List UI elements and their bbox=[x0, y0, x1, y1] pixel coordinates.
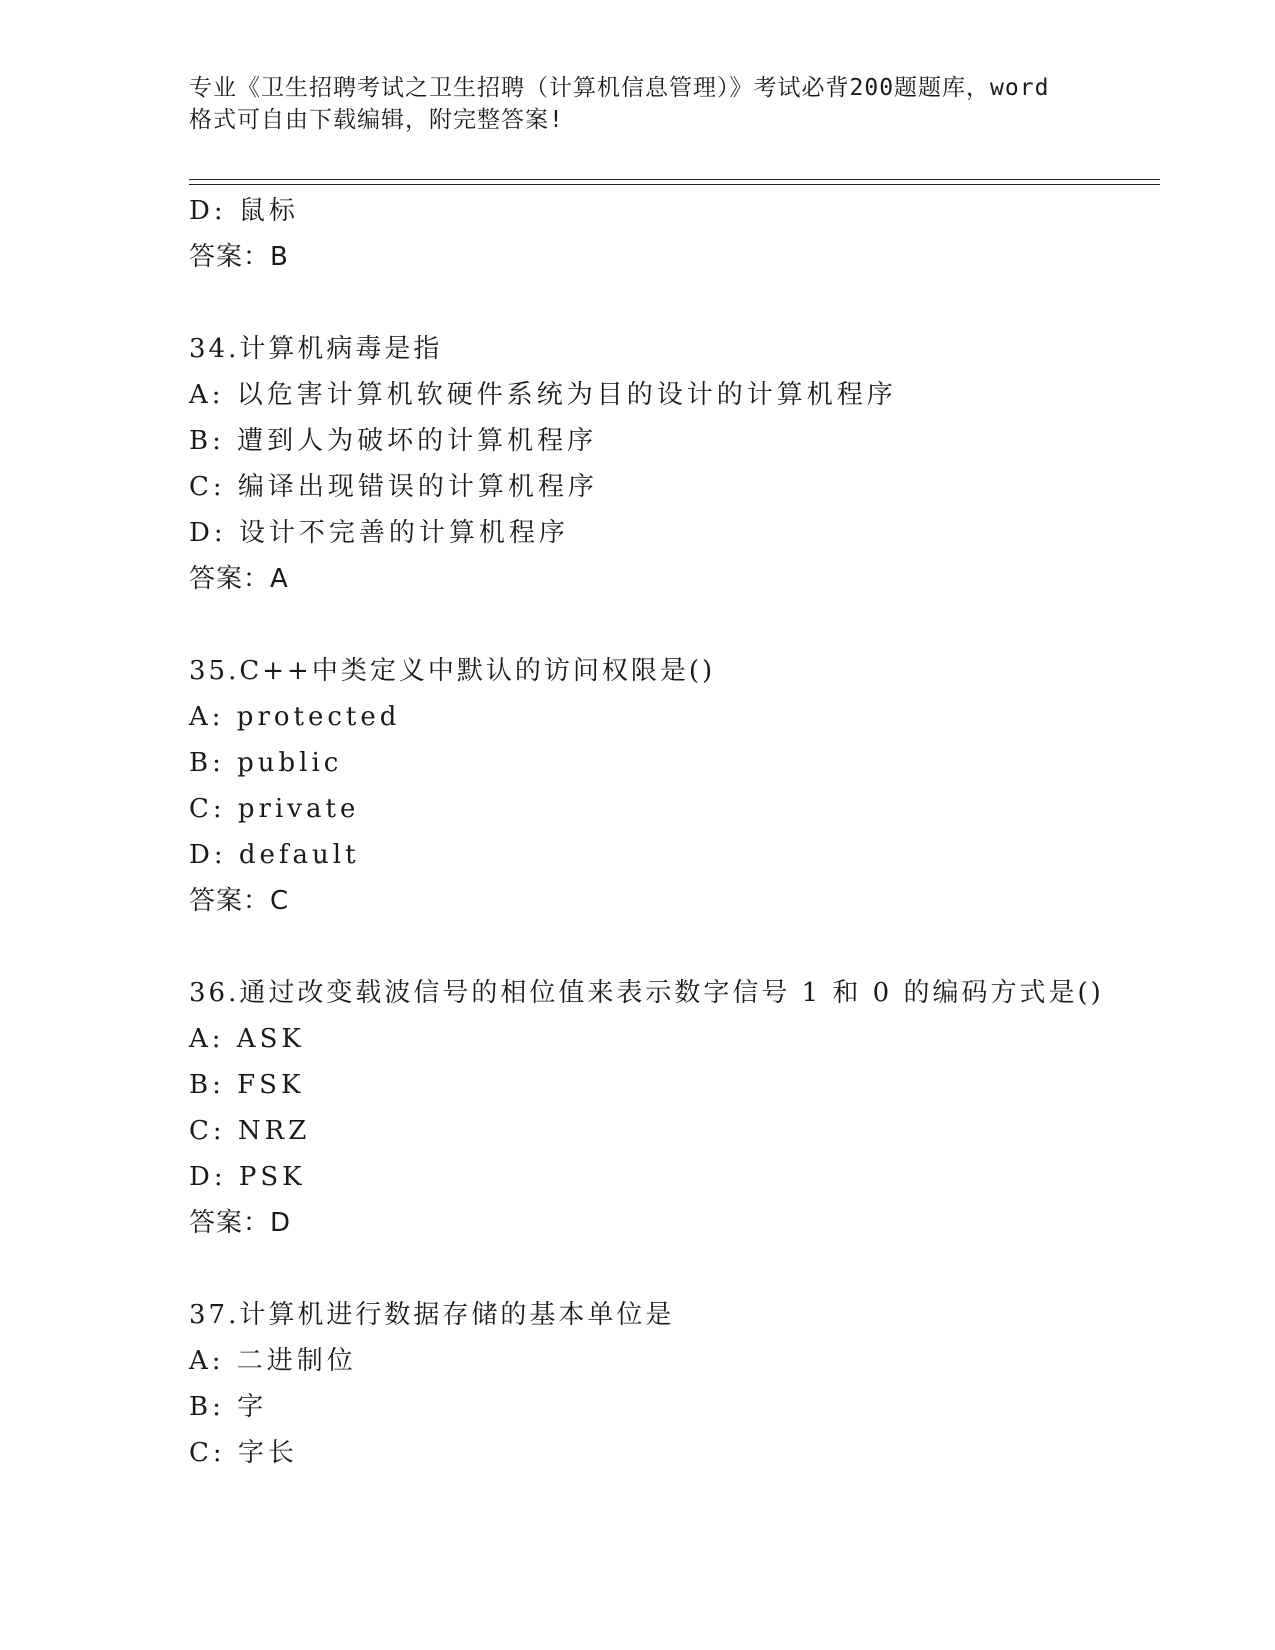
option-c: C: 编译出现错误的计算机程序 bbox=[189, 472, 598, 502]
question-title: 34.计算机病毒是指 bbox=[189, 334, 443, 364]
option-d: D: 设计不完善的计算机程序 bbox=[189, 518, 569, 548]
question-title: 37.计算机进行数据存储的基本单位是 bbox=[189, 1300, 675, 1330]
option-a: A: ASK bbox=[189, 1024, 305, 1054]
question-35 bbox=[189, 648, 1160, 924]
header-line-2: 格式可自由下载编辑，附完整答案! bbox=[189, 107, 564, 133]
option-c: C: 字长 bbox=[189, 1438, 298, 1468]
spacer bbox=[189, 1246, 1160, 1292]
option-b: B: FSK bbox=[189, 1070, 305, 1100]
answer-line: 答案：A bbox=[189, 564, 289, 594]
option-d: D: PSK bbox=[189, 1162, 306, 1192]
question-title: 36.通过改变载波信号的相位值来表示数字信号 1 和 0 的编码方式是() bbox=[189, 978, 1104, 1008]
option-b: B: public bbox=[189, 748, 343, 778]
question-34 bbox=[189, 326, 1160, 602]
header-line-1: 专业《卫生招聘考试之卫生招聘（计算机信息管理）》考试必背200题题库，word bbox=[189, 75, 1050, 101]
page-header bbox=[189, 72, 1089, 136]
option-d: D: default bbox=[189, 840, 360, 870]
question-list bbox=[189, 188, 1160, 1476]
answer-line: 答案：D bbox=[189, 1208, 292, 1238]
option-b: B: 遭到人为破坏的计算机程序 bbox=[189, 426, 598, 456]
question-title: 35.C++中类定义中默认的访问权限是() bbox=[189, 656, 716, 686]
question-37 bbox=[189, 1292, 1160, 1476]
question-36 bbox=[189, 970, 1160, 1246]
option-a: A: 以危害计算机软硬件系统为目的设计的计算机程序 bbox=[189, 380, 897, 410]
spacer bbox=[189, 280, 1160, 326]
option-d: D: 鼠标 bbox=[189, 196, 299, 226]
header-divider-bottom bbox=[189, 184, 1160, 185]
option-a: A: 二进制位 bbox=[189, 1346, 357, 1376]
answer-line: 答案：C bbox=[189, 886, 290, 916]
header-divider-top bbox=[189, 179, 1160, 180]
spacer bbox=[189, 924, 1160, 970]
option-a: A: protected bbox=[189, 702, 401, 732]
option-b: B: 字 bbox=[189, 1392, 268, 1422]
option-c: C: private bbox=[189, 794, 360, 824]
option-c: C: NRZ bbox=[189, 1116, 311, 1146]
answer-line: 答案：B bbox=[189, 242, 289, 272]
spacer bbox=[189, 602, 1160, 648]
